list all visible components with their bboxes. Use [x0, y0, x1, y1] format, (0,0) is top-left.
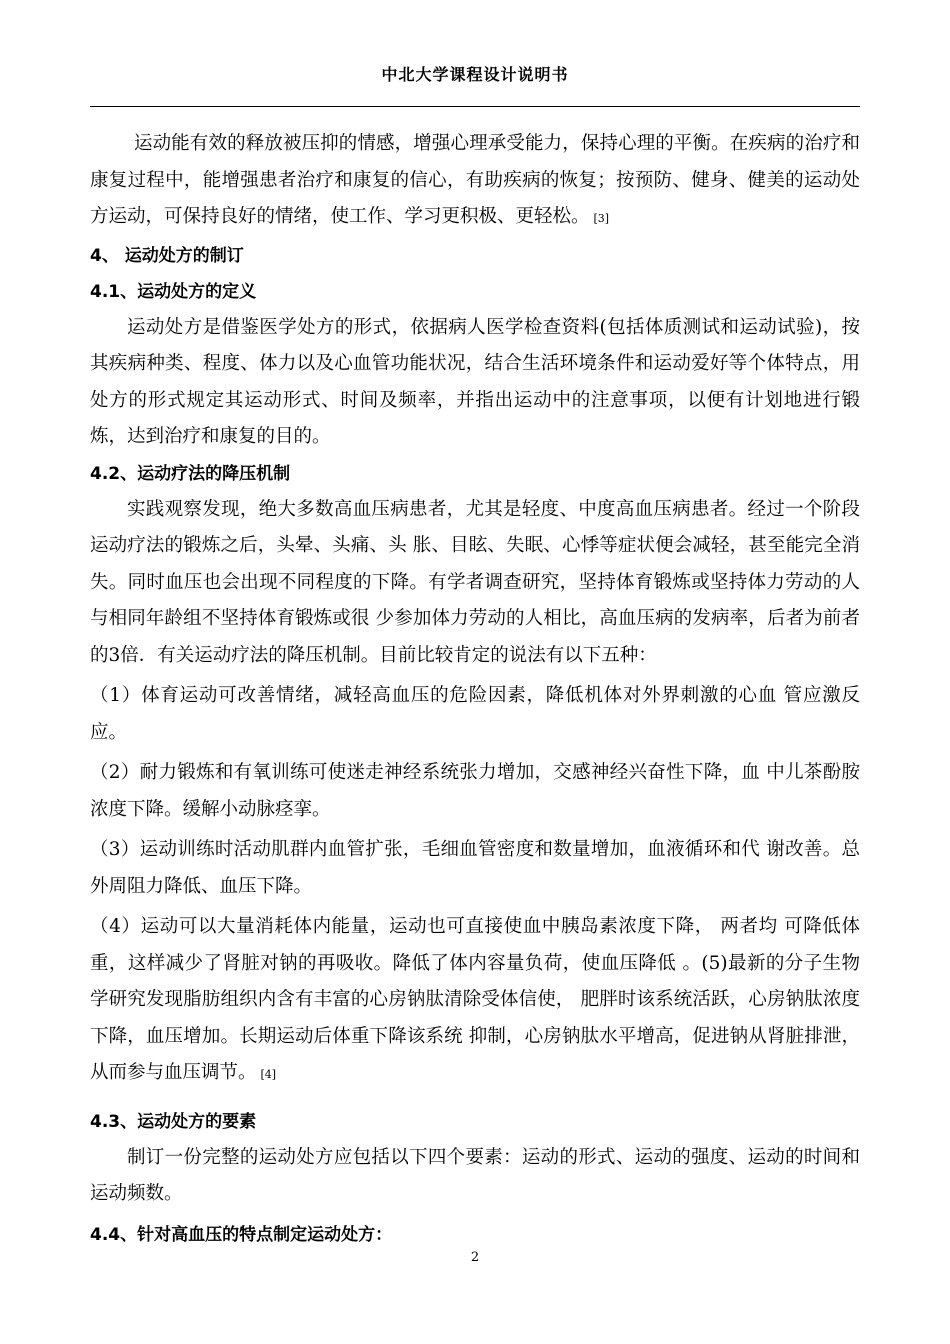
- paragraph: [90, 755, 860, 828]
- heading-text: 4.3、运动处方的要素: [90, 1111, 257, 1132]
- heading-text: 4、 运动处方的制订: [90, 245, 244, 266]
- section-heading: [90, 1217, 860, 1253]
- paragraph-text: （2）耐力锻炼和有氧训练可使迷走神经系统张力增加，交感神经兴奋性下降，血 中儿茶酚胺浓度下降。缓解小动脉痉挛。: [90, 762, 860, 820]
- paragraph-text: （1）体育运动可改善情绪，减轻高血压的危险因素，降低机体对外界刺激的心血 管应激反应。: [90, 685, 860, 743]
- paragraph: [90, 310, 860, 456]
- citation-ref: [3]: [593, 212, 610, 225]
- paragraph-text: 运动能有效的释放被压抑的情感，增强心理承受能力，保持心理的平衡。在疾病的治疗和康复过程中，能增强患者治疗和康复的信心，有助疾病的恢复；按预防、健身、健美的运动处方运动，可保持良好的情绪，使工作、学习更积极、更轻松。: [90, 133, 860, 227]
- paragraph-text: （4）运动可以大量消耗体内能量，运动也可直接使血中胰岛素浓度下降， 两者均 可降低体重，这样减少了肾脏对钠的再吸收。降低了体内容量负荷，使血压降低 。(5)最新的分子生物学研究发现脂肪组织内含有丰富的心房钠肽清除受体信使， 肥胖时该系统活跃，心房钠肽浓度下降，血压增加。长期运动后体重下降该系统 抑制，心房钠肽水平增高，促进钠从肾脏排泄，从而参与血压调节。: [90, 916, 860, 1083]
- paragraph: [90, 678, 860, 751]
- page-number: 2: [470, 1250, 480, 1265]
- paragraph: [90, 492, 860, 675]
- paragraph: [90, 1140, 860, 1213]
- section-heading: [90, 238, 860, 274]
- section-heading: [90, 274, 860, 310]
- citation-ref: [4]: [260, 1068, 277, 1081]
- paragraph-text: 实践观察发现，绝大多数高血压病患者，尤其是轻度、中度高血压病患者。经过一个阶段运动疗法的锻炼之后，头晕、头痛、头 胀、目眩、失眠、心悸等症状便会减轻，甚至能完全消失。同时血压也会出现不同程度的下降。有学者调查研究，坚持体育锻炼或坚持体力劳动的人与相同年龄组不坚持体育锻炼或很 少参加体力劳动的人相比，高血压病的发病率，后者为前者的3倍．有关运动疗法的降压机制。目前比较肯定的说法有以下五种：: [90, 498, 860, 666]
- header-rule: [90, 106, 860, 107]
- heading-text: 4.1、运动处方的定义: [90, 281, 257, 302]
- section-heading: [90, 456, 860, 492]
- heading-text: 4.4、针对高血压的特点制定运动处方：: [90, 1224, 393, 1245]
- heading-text: 4.2、运动疗法的降压机制: [90, 463, 291, 484]
- paragraph-text: 制订一份完整的运动处方应包括以下四个要素：运动的形式、运动的强度、运动的时间和运动频数。: [90, 1146, 860, 1204]
- document-body: [90, 126, 860, 1253]
- paragraph: [90, 909, 860, 1094]
- paragraph-text: 运动处方是借鉴医学处方的形式，依据病人医学检查资料(包括体质测试和运动试验)，按其疾病种类、程度、体力以及心血管功能状况，结合生活环境条件和运动爱好等个体特点，用处方的形式规定其运动形式、时间及频率，并指出运动中的注意事项，以便有计划地进行锻炼，达到治疗和康复的目的。: [90, 316, 860, 447]
- section-heading: [90, 1104, 860, 1140]
- paragraph-text: （3）运动训练时活动肌群内血管扩张，毛细血管密度和数量增加，血液循环和代 谢改善。总外周阻力降低、血压下降。: [90, 839, 860, 897]
- page-header-title: 中北大学课程设计说明书: [381, 65, 569, 84]
- paragraph: [90, 126, 860, 238]
- paragraph: [90, 832, 860, 905]
